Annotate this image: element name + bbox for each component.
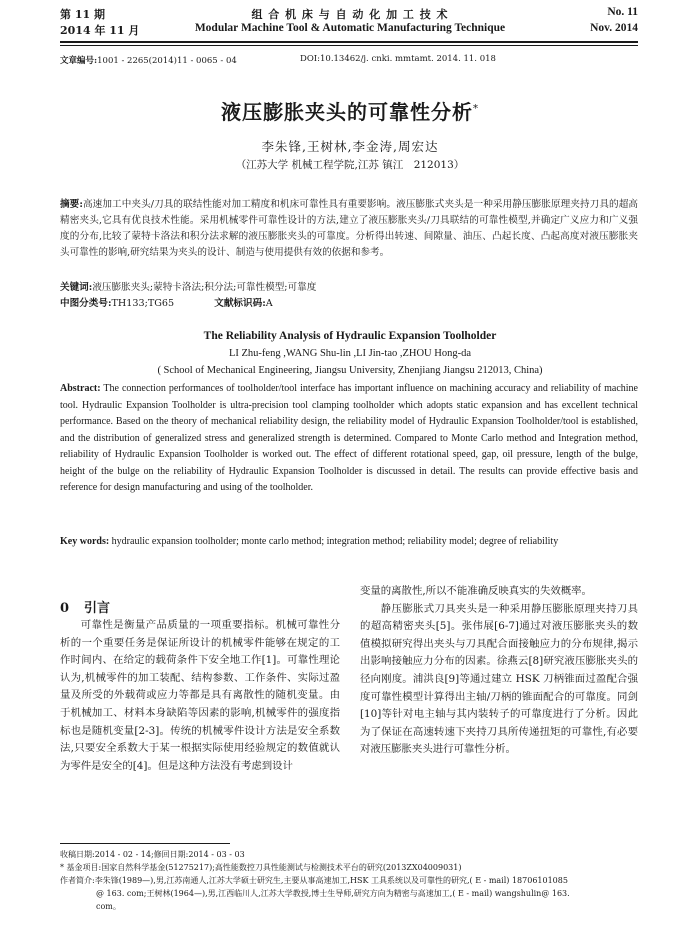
section-title: 引言: [84, 601, 111, 616]
body-left-column: [60, 617, 340, 827]
header-rule-thin: [60, 45, 638, 46]
footnote-received: 收稿日期:2014 - 02 - 14;修回日期:2014 - 03 - 03: [60, 850, 245, 859]
clc-label: 中图分类号:: [60, 298, 112, 309]
footnote-separator: [60, 843, 230, 844]
article-number-value: 1001 - 2265(2014)11 - 0065 - 04: [97, 56, 237, 66]
abstract-en-label: Abstract:: [60, 383, 101, 394]
body-right-column: [360, 583, 638, 829]
classification: [60, 296, 638, 312]
abstract-cn-text: 高速加工中夹头/刀具的联结性能对加工精度和机床可靠性具有重要影响。液压膨胀式夹头是一种采用静压膨胀原理夹持刀具的超高精密夹头,它具有优良技术性能。采用机械零件可靠性设计的方法,建立了液压膨胀夹头/刀具联结的可靠性模型,并确定广义应力和广义强度的分布,比较了蒙特卡洛法和积分法求解的液压膨胀夹头的可靠度。分析得出转速、间隙量、油压、凸起长度、凸起高度对液压膨胀夹头可靠性的影响,研究结果为夹头的设计、制造与使用提供有效的依据和参考。: [60, 199, 638, 258]
footnote-author-1: 作者简介:李朱锋(1989—),男,江苏南通人,江苏大学硕士研究生,主要从事高速加工,HSK 工具系统以及可靠性的研究,( E - mail) 18706101085: [60, 876, 568, 885]
section-number: 0: [60, 601, 70, 616]
paper-title-cn: [0, 96, 700, 125]
keywords-cn-text: 液压膨胀夹头;蒙特卡洛法;积分法;可靠性模型;可靠度: [92, 282, 317, 293]
keywords-en: [60, 534, 638, 568]
keywords-en-text: hydraulic expansion toolholder; monte carlo method; integration method; reliability model; degree of reliability: [111, 536, 559, 547]
affiliation-cn: （江苏大学 机械工程学院,江苏 镇江 212013）: [235, 159, 465, 171]
keywords-cn-label: 关键词:: [60, 282, 93, 293]
article-number: [60, 54, 237, 66]
issue-cn: 第 11 期: [60, 8, 105, 21]
abstract-en: [60, 381, 638, 533]
article-number-label: 文章编号:: [60, 56, 98, 66]
footnote-author-2: @ 163. com;王树林(1964—),男,江西临川人,江苏大学教授,博士生导师,研究方向为精密与高速加工,( E - mail) wangshulin@ 163.: [96, 889, 570, 898]
intro-paragraph-1-cont: 变量的离散性,所以不能准确反映真实的失效概率。: [360, 585, 592, 597]
authors-en: LI Zhu-feng ,WANG Shu-lin ,LI Jin-tao ,ZHOU Hong-da: [228, 348, 472, 359]
keywords-en-label: Key words:: [60, 536, 110, 547]
paper-title-en: The Reliability Analysis of Hydraulic Expansion Toolholder: [203, 330, 497, 342]
journal-name-en: Modular Machine Tool & Automatic Manufacturing Technique: [194, 22, 506, 34]
doc-code-label: 文献标识码:: [214, 298, 266, 309]
footnote-author-3: com。: [96, 902, 121, 911]
abstract-cn-label: 摘要:: [60, 199, 83, 210]
intro-paragraph-2: 静压膨胀式刀具夹头是一种采用静压膨胀原理夹持刀具的超高精密夹头[5]。张伟展[6-7]通过对液压膨胀夹头的数值模拟研究得出夹头与刀具配合面接触应力的分布规律,揭示出影响接触应力分布的因素。徐燕云[8]研究液压膨胀夹头的径向刚度。浦洪良[9]等通过建立 HSK 刀柄锥面过盈配合强度可靠性模型计算得出主轴/刀柄的锥面配合的可靠度。同剑[10]等针对电主轴与其内装转子的可靠度进行了分析。因此为了保证在高速转速下夹持刀具所传递扭矩的可靠性,有必要对液压膨胀夹头进行可靠性分析。: [360, 602, 638, 756]
authors-cn: 李朱锋,王树林,李金涛,周宏达: [261, 139, 439, 154]
title-footnote-mark: *: [473, 103, 479, 115]
footnote-fund: * 基金项目:国家自然科学基金(51275217);高性能数控刀具性能测试与检测技术平台的研究(2013ZX04009031): [60, 863, 462, 872]
issue-en: No. 11: [607, 6, 638, 18]
intro-paragraph-1: 可靠性是衡量产品质量的一项重要指标。机械可靠性分析的一个重要任务是保证所设计的机械零件能够在规定的工作时间内、在给定的载荷条件下安全地工作[1]。可靠性理论认为,机械零件的加工装配、结构参数、工作条件、实际过盈量及所受的外载荷或应力等都是具有离散性的随机变量。由于机械加工、材料本身缺陷等因素的影响,机械零件的强度指标也是随机变量[2-3]。传统的机械零件设计方法是安全系数法,只要安全系数大于某一根据实际使用经验规定的数值就认为零件是安全的[4]。但是这种方法没有考虑到设计: [60, 619, 340, 772]
paper-title-text: 液压膨胀夹头的可靠性分析: [221, 100, 473, 124]
header-rule: [60, 41, 638, 43]
clc-value: TH133;TG65: [111, 298, 175, 309]
journal-name-cn: 组 合 机 床 与 自 动 化 加 工 技 术: [251, 8, 449, 21]
date-cn: 2014 年 11 月: [60, 24, 140, 37]
date-en: Nov. 2014: [590, 22, 638, 34]
abstract-en-text: The connection performances of toolholder/tool interface has important influence on machining accuracy and reliability of machine tool. Hydraulic Expansion Toolholder is ultra-precision tool clamping toolholder which adopts static expansion and has excellent technical performance. Based on the theory of mechanical reliability design, the reliability model of Hydraulic Expansion Toolholder/tool is established, and the distribution of generalized stress and generalized strength is determined. Compared to Monte Carlo method and Integration method, reliability of Hydraulic Expansion Toolholder is worked out. The effect of different rotational speed, gap, oil pressure, length of the bulge, height of the bulge on the reliability of Hydraulic Expansion Toolholder is discussed in detail. The results can provide effective basis and reference for design manufacturing and using of the toolholder.: [60, 383, 638, 493]
doc-code-value: A: [265, 298, 273, 309]
section-heading: [60, 597, 110, 616]
keywords-cn: [60, 280, 638, 296]
doi: DOI:10.13462/j. cnki. mmtamt. 2014. 11. 018: [300, 54, 496, 64]
affiliation-en: ( School of Mechanical Engineering, Jiangsu University, Zhenjiang Jiangsu 212013, China): [157, 365, 543, 376]
abstract-cn: [60, 197, 638, 279]
